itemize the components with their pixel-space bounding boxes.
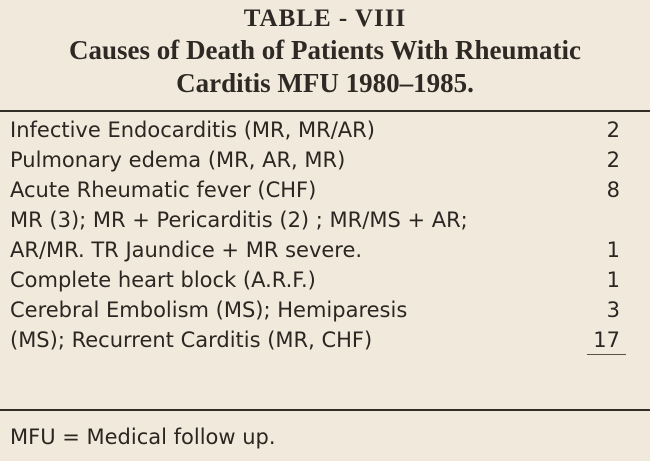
table-number: TABLE - VIII bbox=[243, 5, 407, 32]
cause-cell: MR (3); MR + Pericarditis (2) ; MR/MS + AR; bbox=[10, 208, 468, 232]
table-caption-line-2: Carditis MFU 1980–1985. bbox=[176, 68, 474, 98]
causes-table bbox=[0, 115, 650, 355]
cause-cell: Acute Rheumatic fever (CHF) bbox=[10, 178, 317, 202]
table-footnote: MFU = Medical follow up. bbox=[10, 425, 276, 449]
count-cell: 3 bbox=[606, 298, 620, 322]
table-caption-line-1: Causes of Death of Patients With Rheumatic bbox=[69, 35, 581, 65]
count-cell: 1 bbox=[606, 238, 620, 262]
cause-cell: Complete heart block (A.R.F.) bbox=[10, 268, 316, 292]
cause-cell: Infective Endocarditis (MR, MR/AR) bbox=[10, 118, 375, 142]
cause-cell: AR/MR. TR Jaundice + MR severe. bbox=[10, 238, 363, 262]
cause-cell: Cerebral Embolism (MS); Hemiparesis bbox=[10, 298, 408, 322]
table-row bbox=[0, 175, 650, 205]
cause-cell: (MS); Recurrent Carditis (MR, CHF) bbox=[10, 328, 373, 352]
table-row bbox=[0, 295, 650, 325]
table-row bbox=[0, 145, 650, 175]
count-cell: 1 bbox=[606, 268, 620, 292]
count-cell: 17 bbox=[593, 325, 620, 355]
table-row bbox=[0, 115, 650, 145]
table-bottom-rule bbox=[0, 409, 650, 411]
table-top-rule bbox=[0, 110, 650, 112]
count-cell: 8 bbox=[606, 178, 620, 202]
cause-cell: Pulmonary edema (MR, AR, MR) bbox=[10, 148, 346, 172]
count-cell: 2 bbox=[606, 118, 620, 142]
table-title-block bbox=[0, 4, 650, 100]
table-row bbox=[0, 325, 650, 355]
table-row bbox=[0, 205, 650, 235]
count-cell: 2 bbox=[606, 148, 620, 172]
table-row bbox=[0, 235, 650, 265]
table-row bbox=[0, 265, 650, 295]
